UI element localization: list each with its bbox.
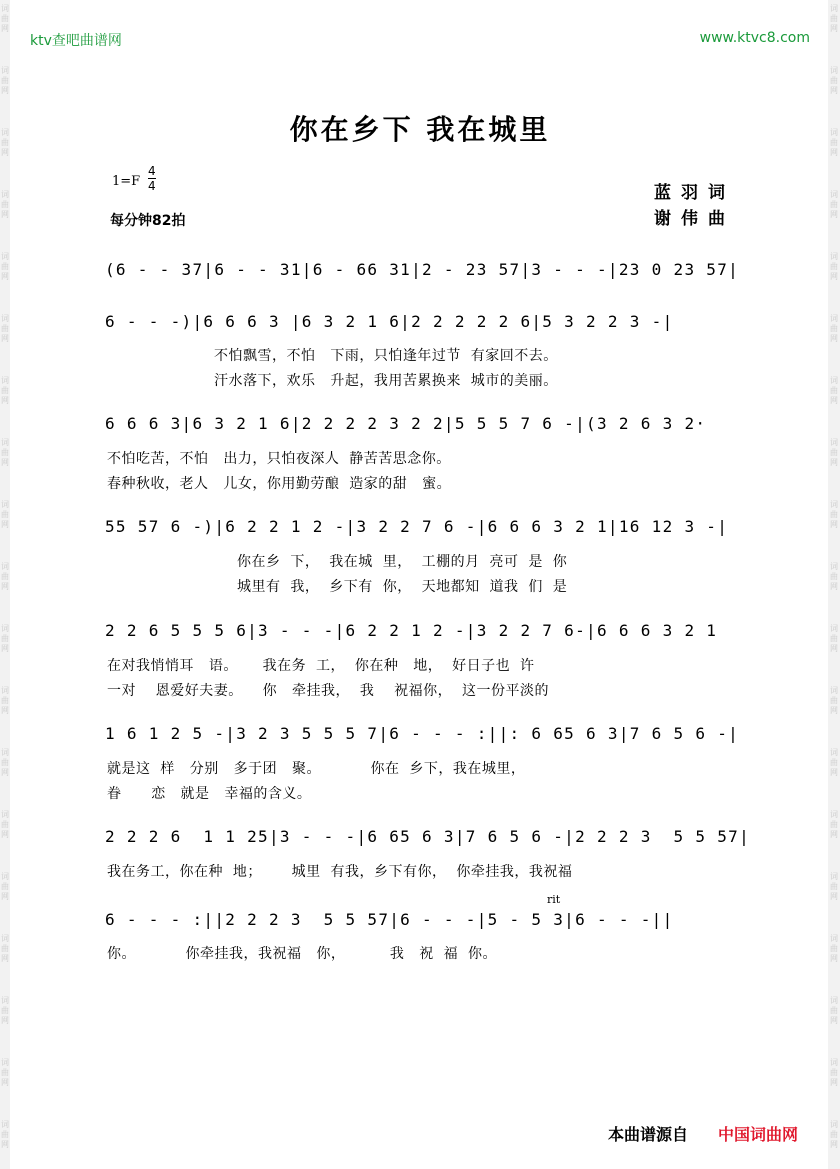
notation-line-4: 55 57 6 -)|6 2 2 1 2 -|3 2 2 7 6 -|6 6 6 3 2 1|16 12 3 -| [105,517,729,536]
side-watermark-text: 词 曲 网 [1,500,9,529]
side-watermark-text: 词 曲 网 [830,1058,838,1087]
lyric-line: 你在乡 下， 我在城 里， 工棚的月 亮可 是 你 [237,554,568,570]
side-watermark-text: 词 曲 网 [1,624,9,653]
notation-line-5: 2 2 6 5 5 5 6|3 - - -|6 2 2 1 2 -|3 2 2 7 6-|6 6 6 3 2 1 [105,621,718,640]
key-signature: 1=F [112,174,141,189]
side-watermark-text: 词 曲 网 [1,810,9,839]
side-watermark-text: 词 曲 网 [1,190,9,219]
source-label: 本曲谱源自 [608,1125,689,1144]
side-watermark-text: 词 曲 网 [1,376,9,405]
left-watermark-strip [0,0,10,1169]
ritardando-mark: rit [547,893,561,906]
lyricist-credit: 蓝羽词 [654,183,735,203]
side-watermark-text: 词 曲 网 [1,748,9,777]
lyric-line: 我在务工，你在种 地； 城里 有我，乡下有你， 你牵挂我，我祝福 [107,864,573,880]
side-watermark-text: 词 曲 网 [1,1120,9,1149]
side-watermark-text: 词 曲 网 [1,128,9,157]
time-signature-bottom: 4 [148,179,156,193]
side-watermark-text: 词 曲 网 [830,934,838,963]
side-watermark-text: 词 曲 网 [830,190,838,219]
lyric-line: 春种秋收，老人 儿女，你用勤劳酿 造家的甜 蜜。 [107,476,452,492]
side-watermark-text: 词 曲 网 [830,4,838,33]
site-url-right: www.ktvc8.com [699,30,810,46]
side-watermark-text: 词 曲 网 [1,252,9,281]
side-watermark-text: 词 曲 网 [1,438,9,467]
side-watermark-text: 词 曲 网 [830,686,838,715]
lyric-line: 汗水落下，欢乐 升起，我用苦累换来 城市的美丽。 [214,373,558,389]
notation-line-2: 6 - - -)|6 6 6 3 |6 3 2 1 6|2 2 2 2 2 6|5 3 2 2 3 -| [105,312,674,331]
time-signature-top: 4 [148,164,156,178]
side-watermark-text: 词 曲 网 [1,996,9,1025]
side-watermark-text: 词 曲 网 [1,562,9,591]
right-watermark-strip [828,0,840,1169]
site-name-left: ktv查吧曲谱网 [30,33,122,49]
side-watermark-text: 词 曲 网 [1,314,9,343]
notation-line-8: 6 - - - :||2 2 2 3 5 5 57|6 - - -|5 - 5 3|6 - - -|| [105,910,674,929]
side-watermark-text: 词 曲 网 [830,562,838,591]
side-watermark-text: 词 曲 网 [1,66,9,95]
side-watermark-text: 词 曲 网 [830,314,838,343]
side-watermark-text: 词 曲 网 [830,376,838,405]
side-watermark-text: 词 曲 网 [830,748,838,777]
side-watermark-text: 词 曲 网 [830,624,838,653]
side-watermark-text: 词 曲 网 [830,66,838,95]
lyric-line: 不怕飘雪，不怕 下雨，只怕逢年过节 有家回不去。 [214,348,558,364]
lyric-line: 眷 恋 就是 幸福的含义。 [107,786,312,802]
lyric-line: 你。 你牵挂我，我祝福 你， 我 祝 福 你。 [107,946,498,962]
time-signature [148,164,156,193]
side-watermark-text: 词 曲 网 [1,872,9,901]
lyric-line: 城里有 我， 乡下有 你， 天地都知 道我 们 是 [237,579,568,595]
tempo: 每分钟82拍 [110,213,186,229]
side-watermark-text: 词 曲 网 [1,1058,9,1087]
side-watermark-text: 词 曲 网 [830,1120,838,1149]
lyric-line: 一对 恩爱好夫妻。 你 牵挂我， 我 祝福你， 这一份平淡的 [107,683,550,699]
side-watermark-text: 词 曲 网 [1,4,9,33]
notation-line-1: (6 - - 37|6 - - 31|6 - 66 31|2 - 23 57|3 - - -|23 0 23 57| [105,260,740,279]
side-watermark-text: 词 曲 网 [1,686,9,715]
lyric-line: 不怕吃苦，不怕 出力，只怕夜深人 静苦苦思念你。 [107,451,451,467]
composer-credit: 谢伟曲 [654,209,735,229]
notation-line-6: 1 6 1 2 5 -|3 2 3 5 5 5 7|6 - - - :||: 6 65 6 3|7 6 5 6 -| [105,724,740,743]
song-title: 你在乡下 我在城里 [289,113,551,146]
source-site-link[interactable]: 中国词曲网 [718,1125,799,1144]
side-watermark-text: 词 曲 网 [830,252,838,281]
side-watermark-text: 词 曲 网 [830,872,838,901]
lyric-line: 就是这 样 分别 多于团 聚。 你在 乡下，我在城里， [107,761,526,777]
notation-line-3: 6 6 6 3|6 3 2 1 6|2 2 2 2 3 2 2|5 5 5 7 6 -|(3 2 6 3 2· [105,414,707,433]
side-watermark-text: 词 曲 网 [830,996,838,1025]
side-watermark-text: 词 曲 网 [1,934,9,963]
side-watermark-text: 词 曲 网 [830,128,838,157]
side-watermark-text: 词 曲 网 [830,810,838,839]
side-watermark-text: 词 曲 网 [830,438,838,467]
lyric-line: 在对我悄悄耳 语。 我在务 工， 你在种 地， 好日子也 许 [107,658,535,674]
notation-line-7: 2 2 2 6 1 1 25|3 - - -|6 65 6 3|7 6 5 6 -|2 2 2 3 5 5 57| [105,827,751,846]
side-watermark-text: 词 曲 网 [830,500,838,529]
